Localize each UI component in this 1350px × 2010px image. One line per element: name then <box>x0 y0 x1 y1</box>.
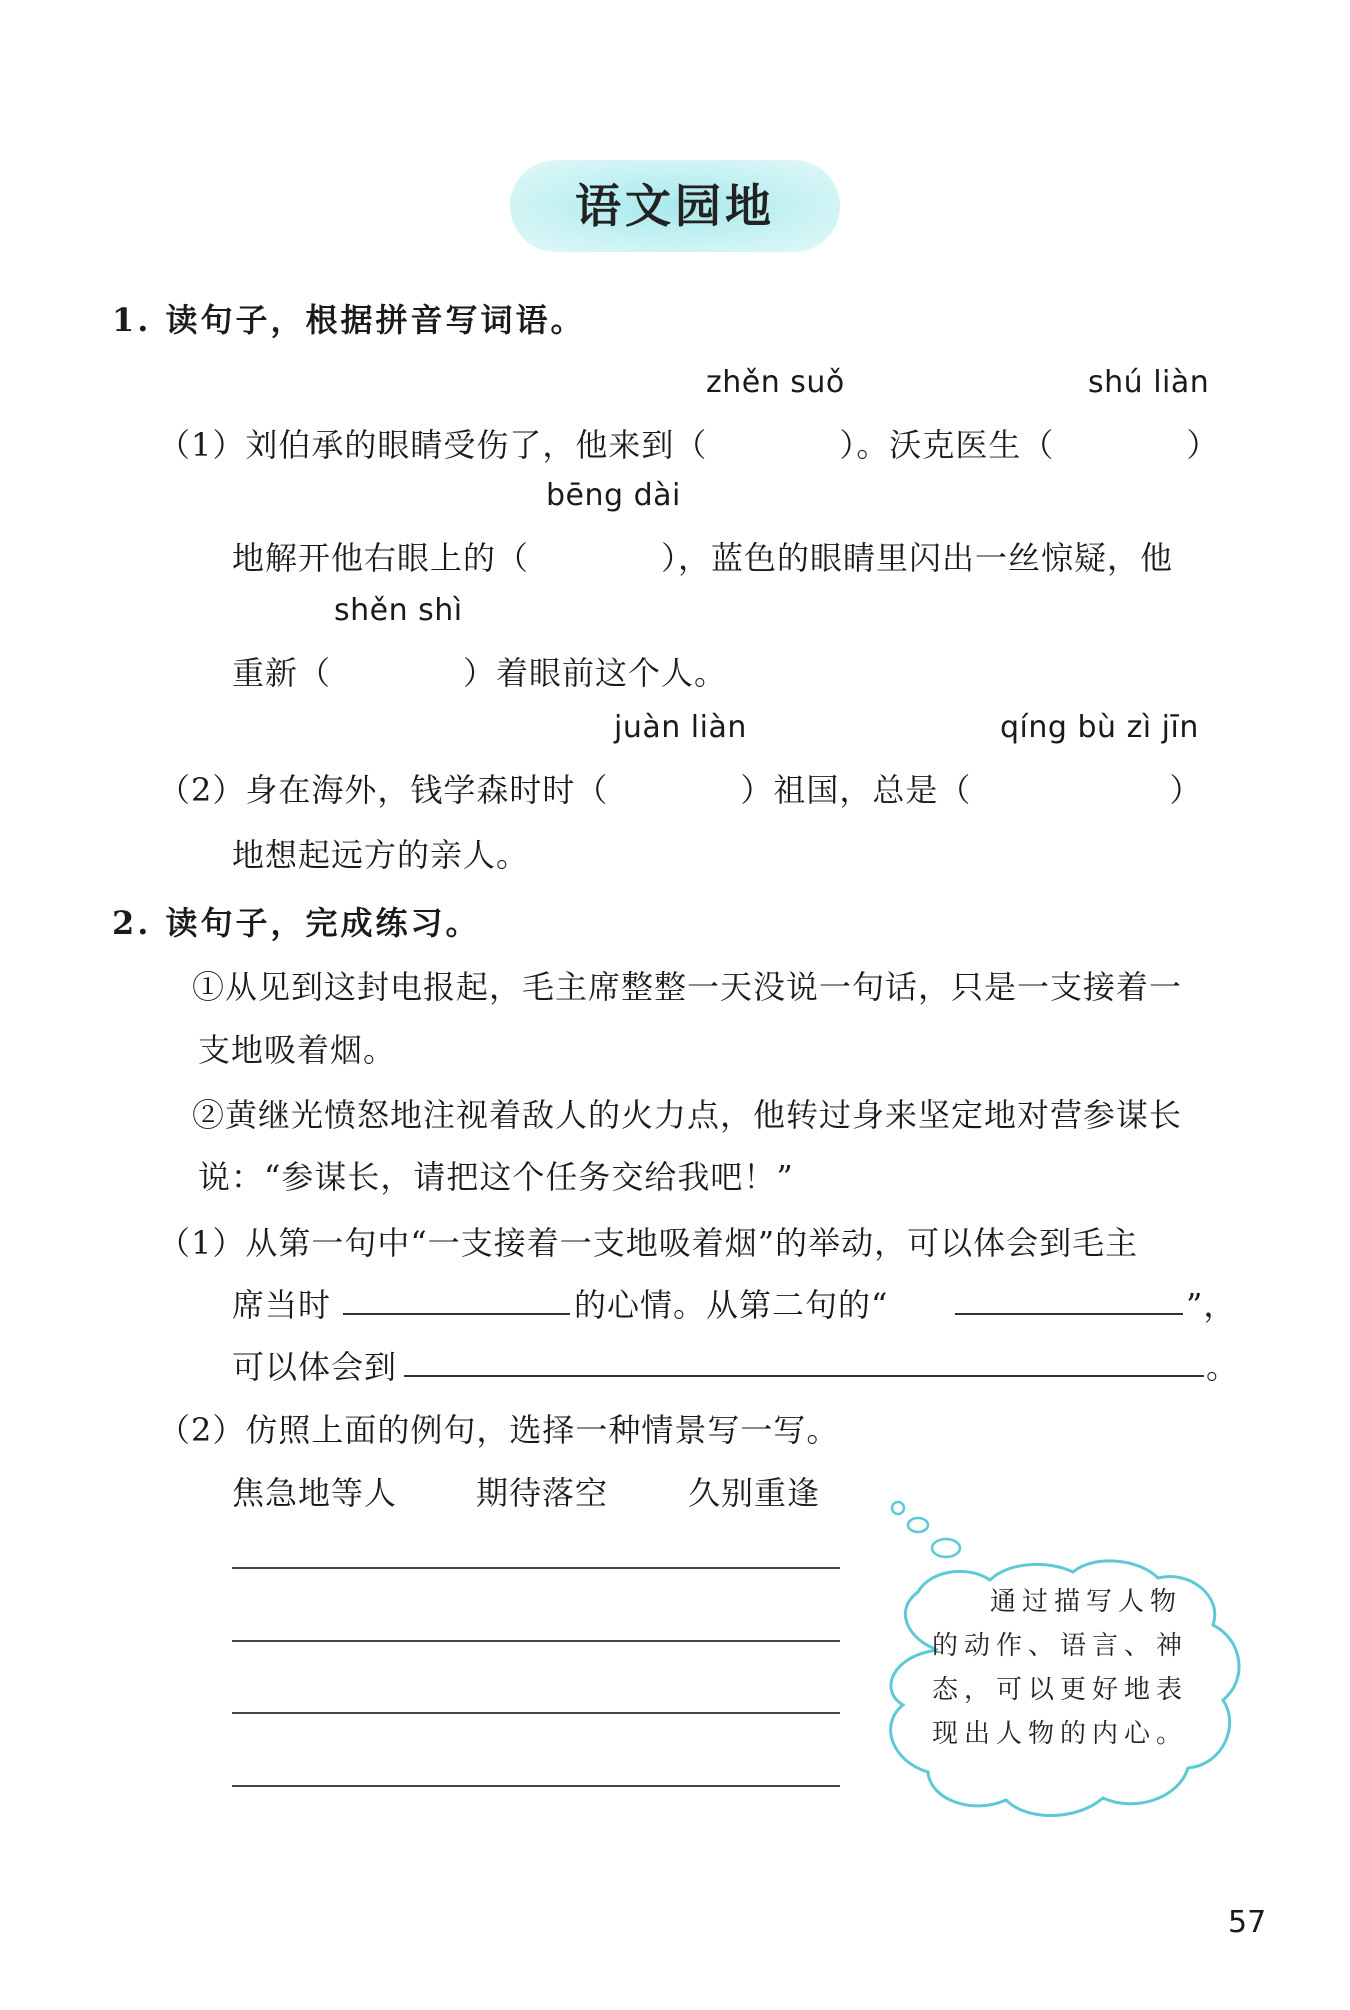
answer-blank-quote[interactable] <box>955 1313 1183 1315</box>
q1-s1-line3: 重新（ ）着眼前这个人。 <box>232 654 728 692</box>
pinyin-shenshi: shěn shì <box>334 593 463 628</box>
question-2-heading: 2. 读句子，完成练习。 <box>112 904 481 942</box>
q1-s2-line2: 地想起远方的亲人。 <box>232 836 530 874</box>
q2-part1-line3: 可以体会到 <box>232 1348 398 1386</box>
example-1-line2: 支地吸着烟。 <box>198 1031 397 1069</box>
tip-line-4: 现出人物的内心。 <box>932 1719 1189 1749</box>
answer-blank-mood[interactable] <box>343 1313 570 1315</box>
q1-s1-line2: 地解开他右眼上的（ ），蓝色的眼睛里闪出一丝惊疑，他 <box>232 539 1174 577</box>
page-number: 57 <box>1228 1905 1267 1940</box>
q2-part1-end: 。 <box>1206 1348 1240 1386</box>
pinyin-shulian: shú liàn <box>1088 365 1210 400</box>
question-1-heading: 1. 读句子，根据拼音写词语。 <box>112 301 586 339</box>
q2-part2-line1: （2）仿照上面的例句，选择一种情景写一写。 <box>158 1411 840 1449</box>
pinyin-juanlian: juàn liàn <box>614 710 747 745</box>
tip-line-1: 通过描写人物 <box>990 1587 1183 1617</box>
tip-line-2: 的动作、语言、神 <box>932 1631 1189 1661</box>
option-reunion: 久别重逢 <box>688 1474 821 1512</box>
q2-part1-line1: （1）从第一句中“一支接着一支地吸着烟”的举动，可以体会到毛主 <box>158 1224 1139 1262</box>
writing-line-1[interactable] <box>232 1567 840 1569</box>
pinyin-zhensuo: zhěn suǒ <box>706 365 845 400</box>
tip-line-3: 态，可以更好地表 <box>932 1675 1189 1705</box>
example-2-line1: ②黄继光愤怒地注视着敌人的火力点，他转过身来坚定地对营参谋长 <box>192 1096 1183 1134</box>
example-2-line2: 说：“参谋长，请把这个任务交给我吧！” <box>198 1158 794 1196</box>
writing-line-3[interactable] <box>232 1712 840 1714</box>
page-title: 语文园地 <box>575 179 775 233</box>
pinyin-qingbuzijin: qíng bù zì jīn <box>1000 710 1199 745</box>
q2-part1-text-a: 席当时 <box>232 1286 332 1324</box>
writing-line-4[interactable] <box>232 1785 840 1787</box>
q1-s1-line1: （1）刘伯承的眼睛受伤了，他来到（ ）。沃克医生（ ） <box>158 426 1220 464</box>
q1-s2-line1: （2）身在海外，钱学森时时（ ）祖国，总是（ ） <box>158 771 1203 809</box>
example-1-line1: ①从见到这封电报起，毛主席整整一天没说一句话，只是一支接着一 <box>192 968 1183 1006</box>
q2-part1-text-b: 的心情。从第二句的“ <box>574 1286 889 1324</box>
writing-line-2[interactable] <box>232 1640 840 1642</box>
option-disappointed: 期待落空 <box>476 1474 609 1512</box>
q2-part1-text-c: ”， <box>1186 1286 1237 1324</box>
option-waiting: 焦急地等人 <box>232 1474 398 1512</box>
pinyin-bengdai: bēng dài <box>546 478 681 513</box>
answer-blank-feeling[interactable] <box>404 1375 1204 1377</box>
